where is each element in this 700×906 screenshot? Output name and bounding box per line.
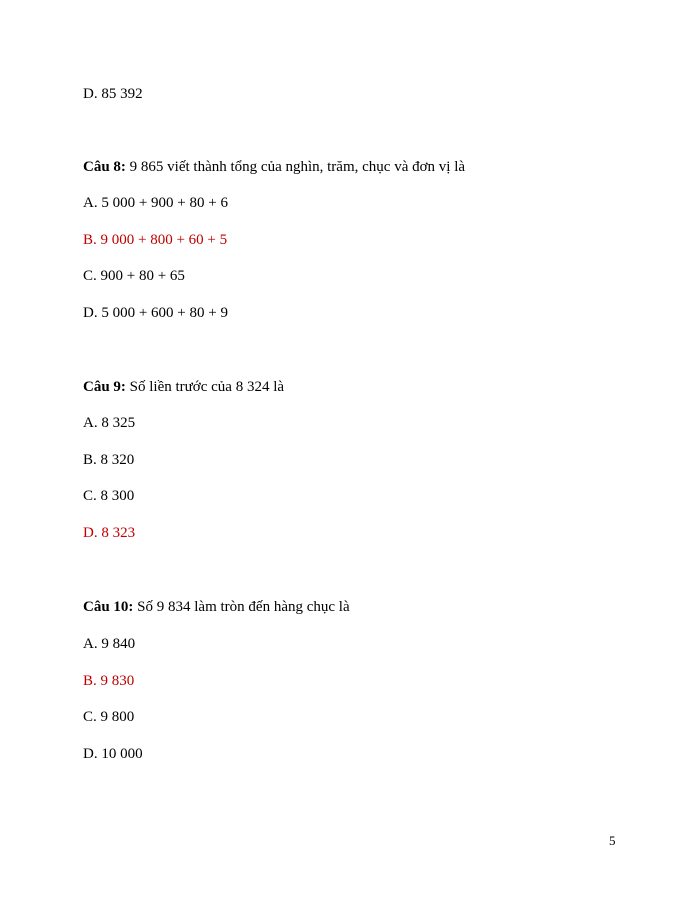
question-9-text: Số liền trước của 8 324 là — [125, 379, 285, 395]
question-9-option-c: C. 8 300 — [83, 488, 135, 504]
question-10-option-c: C. 9 800 — [83, 709, 135, 725]
question-9 — [83, 378, 284, 396]
question-8-label: Câu 8: — [83, 159, 126, 175]
question-10-text: Số 9 834 làm tròn đến hàng chục là — [133, 599, 350, 615]
question-8-option-d: D. 5 000 + 600 + 80 + 9 — [83, 305, 228, 321]
question-10-option-b: B. 9 830 — [83, 673, 135, 689]
question-10-label: Câu 10: — [83, 599, 134, 615]
question-10-option-a: A. 9 840 — [83, 636, 136, 652]
question-8-option-a: A. 5 000 + 900 + 80 + 6 — [83, 195, 228, 211]
question-9-label: Câu 9: — [83, 379, 126, 395]
question-8 — [83, 158, 465, 176]
question-9-option-d: D. 8 323 — [83, 525, 136, 541]
question-10 — [83, 598, 350, 616]
question-8-text: 9 865 viết thành tổng của nghìn, trăm, chục và đơn vị là — [125, 159, 466, 175]
question-9-option-b: B. 8 320 — [83, 452, 135, 468]
question-10-option-d: D. 10 000 — [83, 746, 143, 762]
page-number: 5 — [609, 833, 616, 848]
question-8-option-c: C. 900 + 80 + 65 — [83, 268, 185, 284]
question-8-option-b: B. 9 000 + 800 + 60 + 5 — [83, 232, 228, 248]
prev-option-d: D. 85 392 — [83, 86, 143, 102]
question-9-option-a: A. 8 325 — [83, 415, 136, 431]
